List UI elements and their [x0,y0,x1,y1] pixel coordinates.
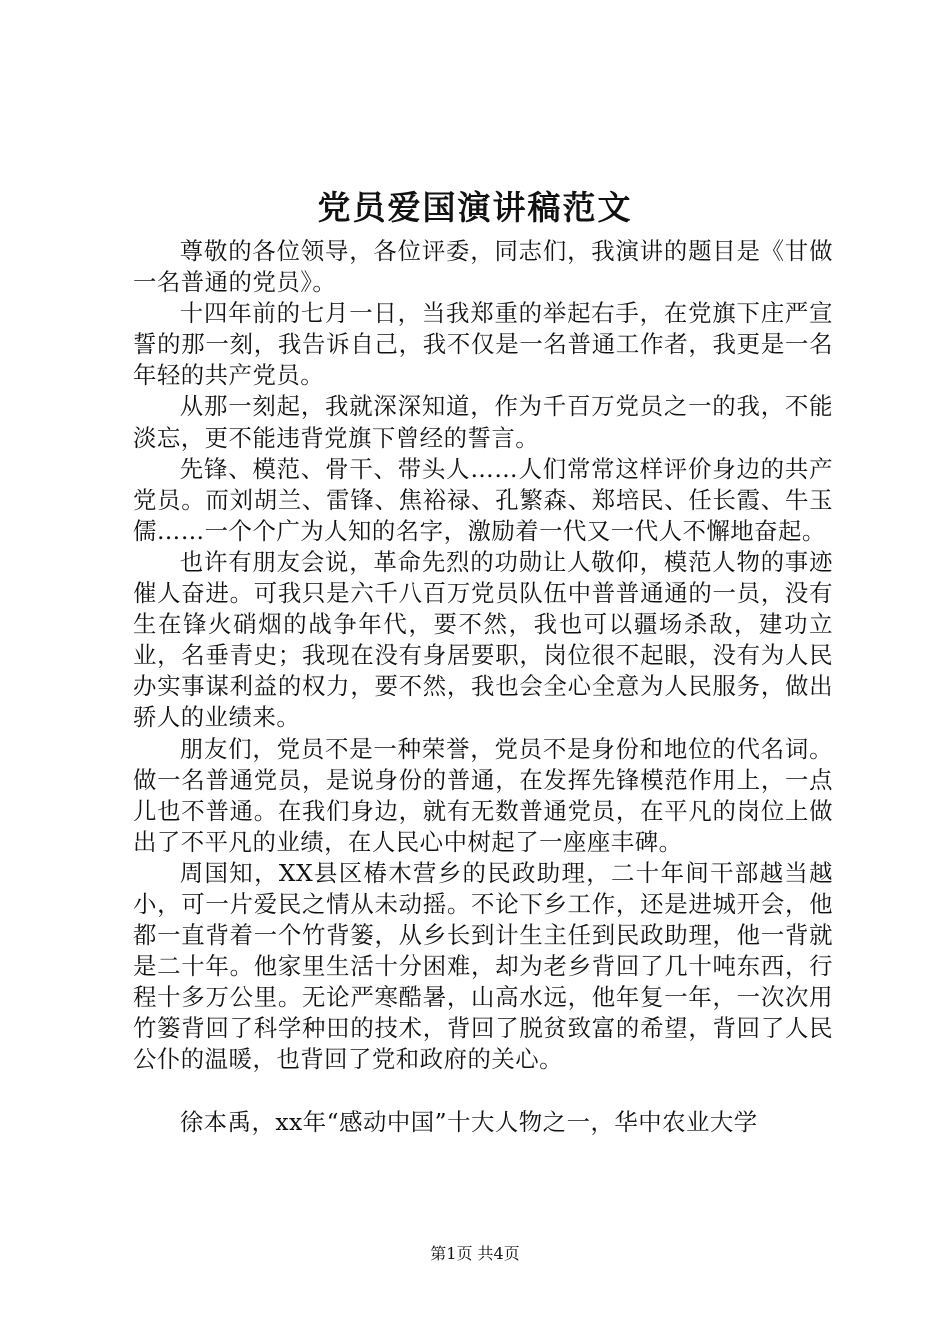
document-body [133,236,833,1138]
paragraph-ordinary: 也许有朋友会说，革命先烈的功勋让人敬仰，模范人物的事迹催人奋进。可我只是六千八百万党员队伍中普普通通的一员，没有生在锋火硝烟的战争年代，要不然，我也可以疆场杀敌，建功立业，名垂青史；我现在没有身居要职，岗位很不起眼，没有为人民办实事谋利益的权力，要不然，我也会全心全意为人民服务，做出骄人的业绩来。 [133,547,833,732]
document-title: 党员爱国演讲稿范文 [317,188,633,227]
paragraph-zhou-guozhi: 周国知，XX县区椿木营乡的民政助理，二十年间干部越当越小，可一片爱民之情从未动摇。不论下乡工作，还是进城开会，他都一直背着一个竹背篓，从乡长到计生主任到民政助理，他一背就是二十年。他家里生活十分困难，却为老乡背回了几十吨东西，行程十多万公里。无论严寒酷暑，山高水远，他年复一年，一次次用竹篓背回了科学种田的技术，背回了脱贫致富的希望，背回了人民公仆的温暖，也背回了党和政府的关心。 [133,858,833,1074]
paragraph-oath: 十四年前的七月一日，当我郑重的举起右手，在党旗下庄严宣誓的那一刻，我告诉自己，我不仅是一名普通工作者，我更是一名年轻的共产党员。 [133,299,833,390]
paragraph-xu-benyu: 徐本禹，xx年“感动中国”十大人物之一，华中农业大学 [179,1107,758,1136]
paragraph-friends: 朋友们，党员不是一种荣誉，党员不是身份和地位的代名词。做一名普通党员，是说身份的普通，在发挥先锋模范作用上，一点儿也不普通。在我们身边，就有无数普通党员，在平凡的岗位上做出了不平凡的业绩，在人民心中树起了一座座丰碑。 [133,734,833,856]
page-number-footer: 第1页 共4页 [430,1244,520,1263]
paragraph-greeting: 尊敬的各位领导，各位评委，同志们，我演讲的题目是《甘做一名普通的党员》。 [133,237,833,297]
paragraph-moment: 从那一刻起，我就深深知道，作为千百万党员之一的我，不能淡忘，更不能违背党旗下曾经的誓言。 [133,392,833,452]
paragraph-pioneers: 先锋、模范、骨干、带头人……人们常常这样评价身边的共产党员。而刘胡兰、雷锋、焦裕禄、孔繁森、郑培民、任长霞、牛玉儒……一个个广为人知的名字，激励着一代又一代人不懈地奋起。 [133,454,833,545]
